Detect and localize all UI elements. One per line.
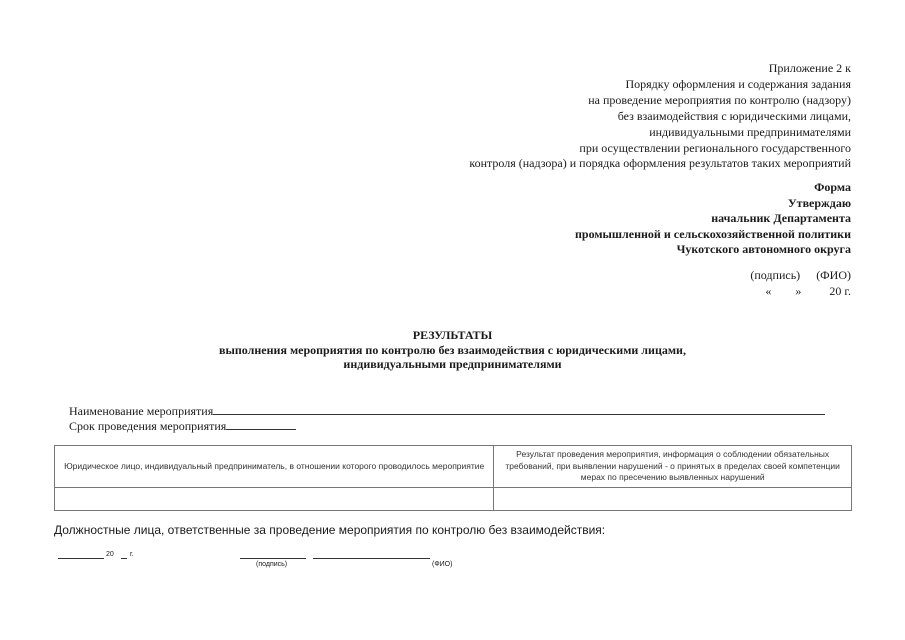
date-quote-close: » <box>795 284 802 298</box>
event-name-line[interactable] <box>213 403 825 415</box>
event-period-field <box>69 418 296 433</box>
col-entity-header: Юридическое лицо, индивидуальный предприниматель, в отношении которого проводилось мероприятие <box>55 446 494 488</box>
appendix-line: Приложение 2 к <box>768 61 851 75</box>
table-row <box>55 488 852 511</box>
appendix-header <box>469 61 851 172</box>
form-label: Форма <box>814 180 851 194</box>
document-title <box>0 328 905 372</box>
event-period-label: Срок проведения мероприятия <box>69 419 227 433</box>
results-table <box>54 445 852 511</box>
appendix-line: на проведение мероприятия по контролю (надзору) <box>588 92 851 107</box>
officials-date-prefix: 20 <box>106 551 114 558</box>
approval-signature-row <box>750 268 851 284</box>
title-heading: РЕЗУЛЬТАТЫ <box>412 328 493 342</box>
appendix-line: контроля (надзора) и порядка оформления результатов таких мероприятий <box>469 156 851 171</box>
event-name-field <box>69 403 825 418</box>
event-name-label: Наименование мероприятия <box>69 404 214 418</box>
col-result-header: Результат проведения мероприятия, информация о соблюдении обязательных требований, при выявлении нарушений - о принятых в пределах своей компетенции мерах по пресечению выявленных нарушений <box>494 446 852 488</box>
officials-date-suffix: г. <box>130 551 134 558</box>
officials-signature-line[interactable] <box>240 558 306 559</box>
officials-statement: Должностные лица, ответственные за проведение мероприятия по контролю без взаимодействия: <box>54 523 606 537</box>
approve-label: Утверждаю <box>787 195 851 210</box>
approver-region: Чукотского автономного округа <box>676 242 851 256</box>
date-year: 20 г. <box>829 284 851 298</box>
title-subheading-2: индивидуальными предпринимателями <box>343 357 562 371</box>
signature-caption: (подпись) <box>750 268 801 282</box>
officials-name-caption: (ФИО) <box>432 561 453 568</box>
table-header-row <box>55 446 852 488</box>
date-year-line[interactable] <box>121 558 127 559</box>
result-cell[interactable] <box>494 488 852 511</box>
name-caption: (ФИО) <box>816 268 851 282</box>
title-subheading: выполнения мероприятия по контролю без взаимодействия с юридическими лицами, <box>219 342 686 357</box>
approver-department: промышленной и сельскохозяйственной политики <box>575 226 851 241</box>
appendix-line: без взаимодействия с юридическими лицами, <box>617 108 851 123</box>
appendix-line: индивидуальными предпринимателями <box>649 124 851 139</box>
officials-signature-caption: (подпись) <box>256 561 288 568</box>
approval-block <box>575 180 851 258</box>
appendix-line: Порядку оформления и содержания задания <box>625 76 851 91</box>
date-day-line[interactable] <box>58 558 104 559</box>
entity-cell[interactable] <box>55 488 494 511</box>
event-period-line[interactable] <box>226 418 296 430</box>
approver-position: начальник Департамента <box>711 211 851 225</box>
appendix-line: при осуществлении регионального государственного <box>579 140 851 155</box>
officials-name-line[interactable] <box>313 558 430 559</box>
approval-date-row <box>765 284 851 299</box>
date-quote-open: « <box>765 284 772 298</box>
